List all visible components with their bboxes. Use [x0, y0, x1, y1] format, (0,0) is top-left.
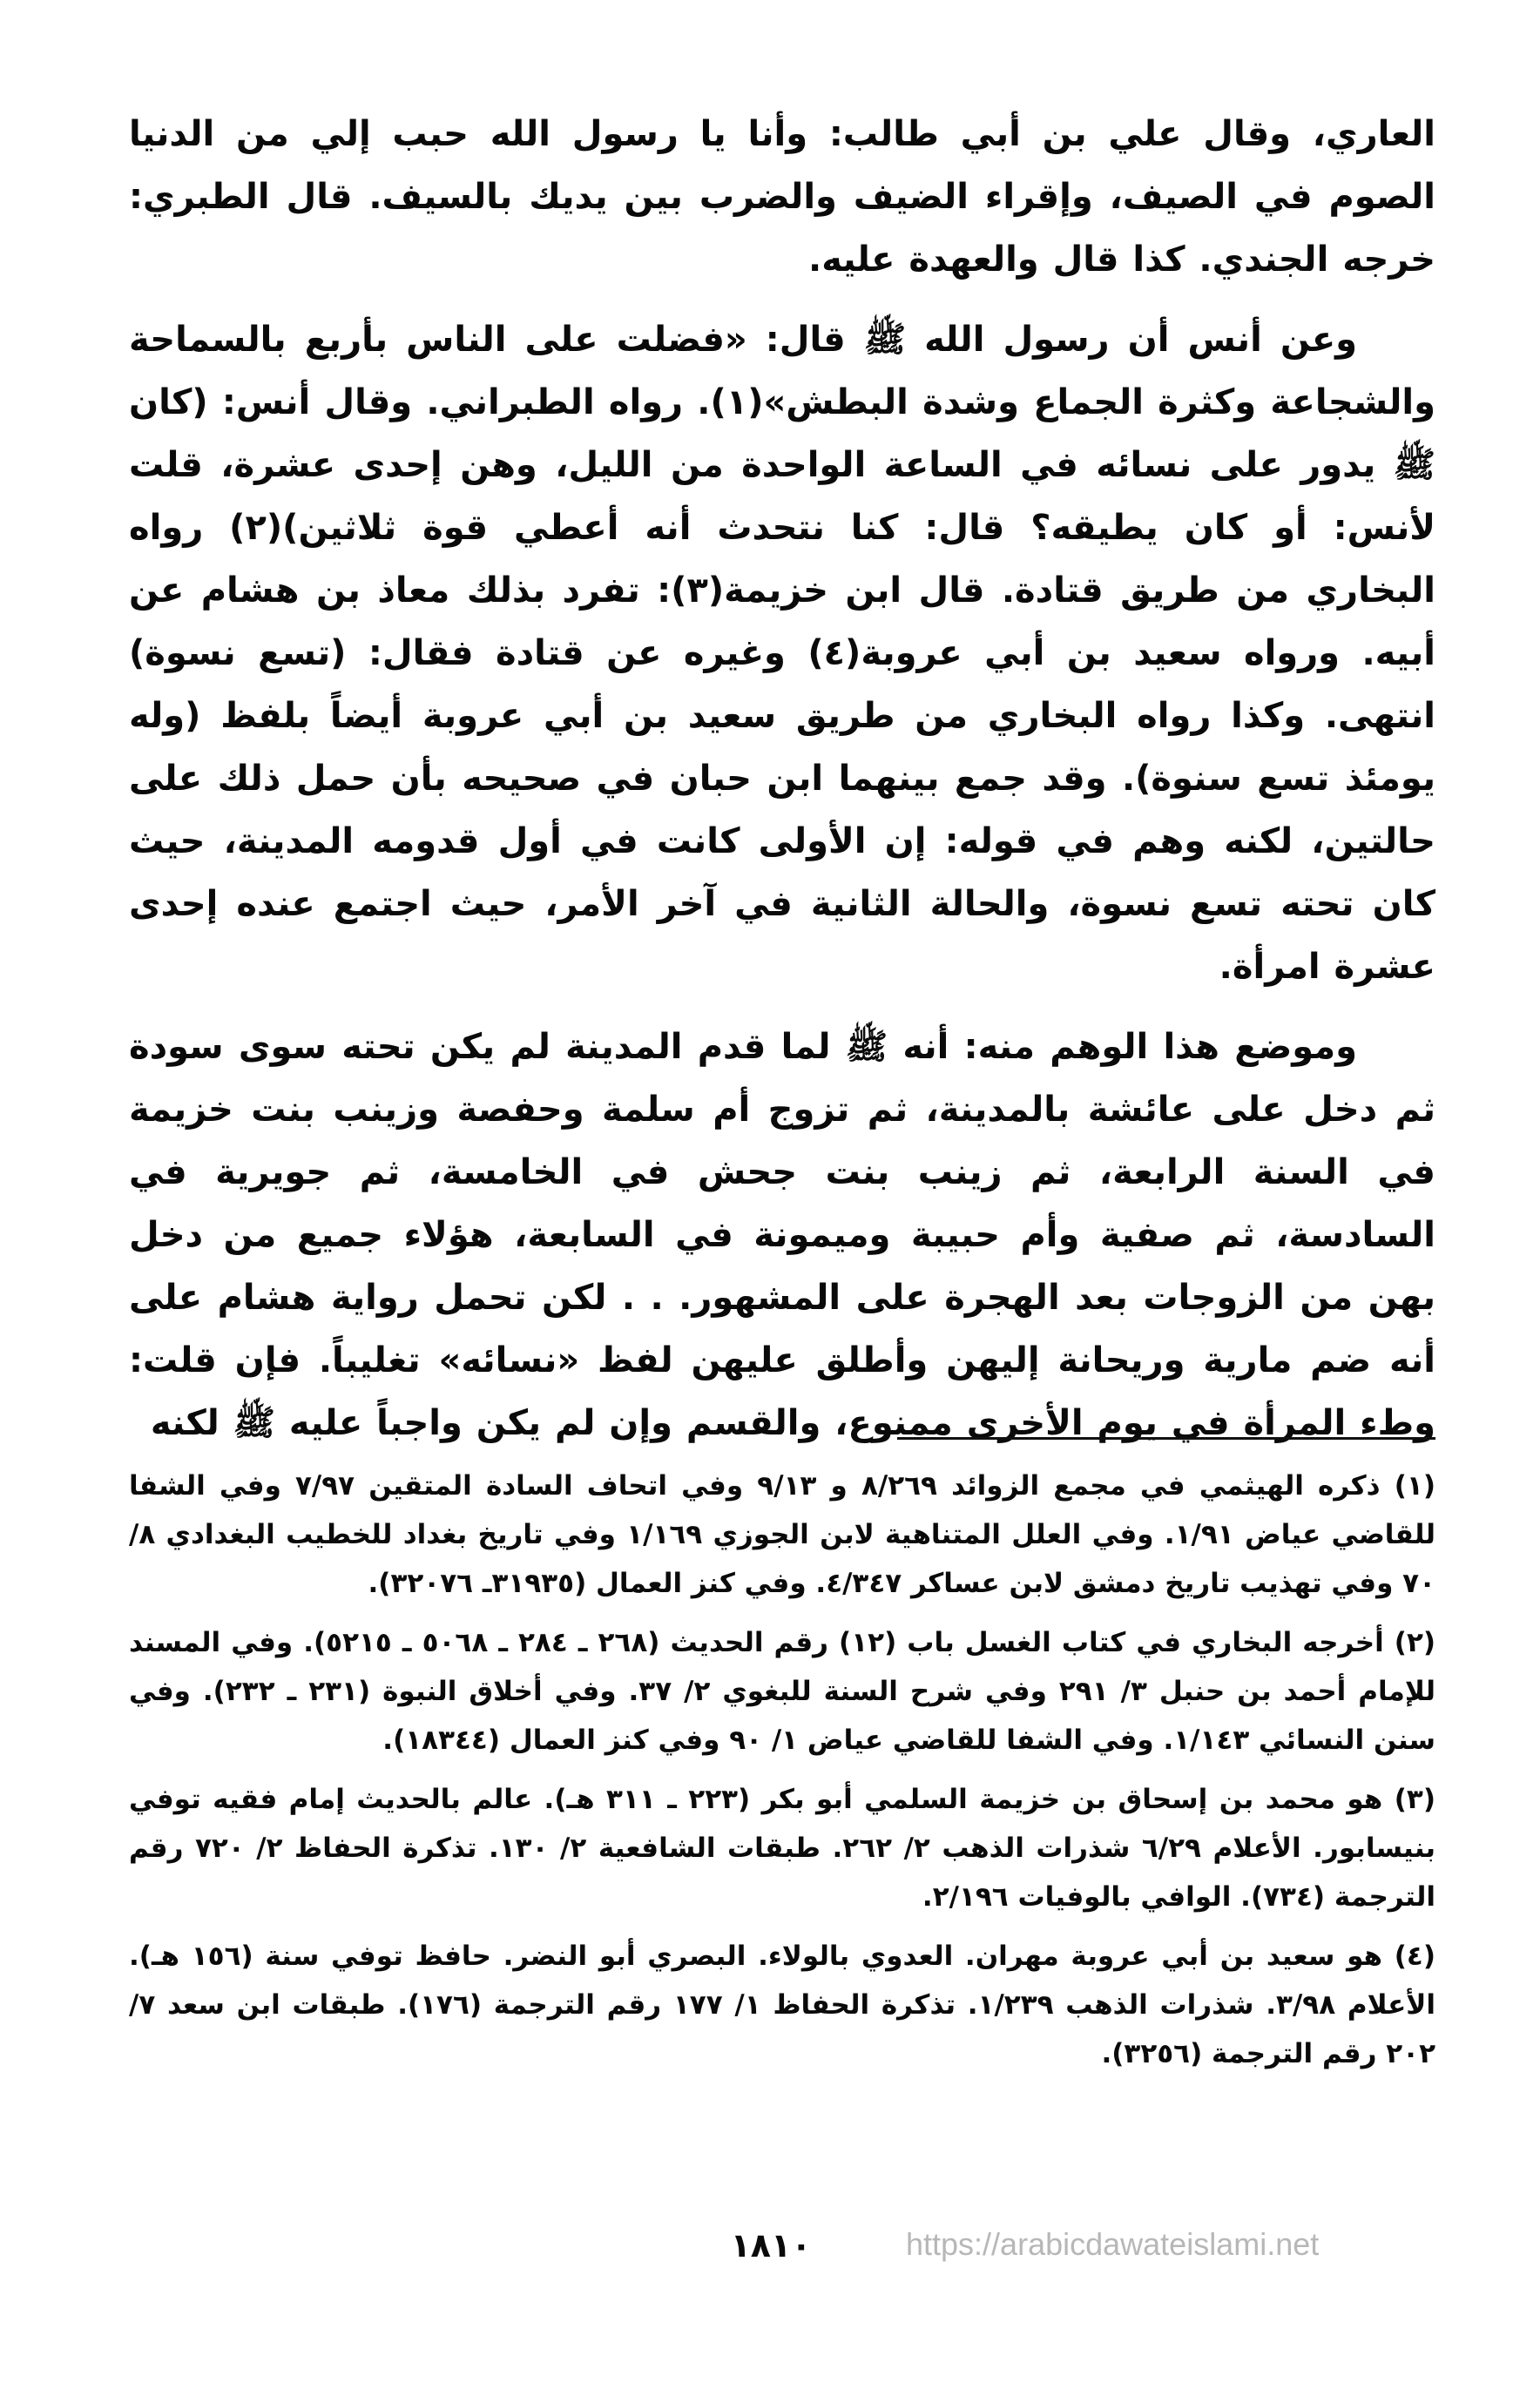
main-text: [129, 103, 1435, 1472]
footnotes: [129, 1461, 1435, 2089]
footnote-1: (١) ذكره الهيثمي في مجمع الزوائد ٨/٢٦٩ و ٩/١٣ وفي اتحاف السادة المتقين ٧/٩٧ وفي الشفا للقاضي عياض ١/٩١. وفي العلل المتناهية لابن الجوزي ١/١٦٩ وفي تاريخ بغداد للخطيب البغدادي ٨/ ٧٠ وفي تهذيب تاريخ دمشق لابن عساكر ٤/٣٤٧. وفي كنز العمال (٣١٩٣٥ـ ٣٢٠٧٦).: [129, 1470, 1436, 1599]
footnote-divider: [897, 1437, 1435, 1440]
paragraph-2: وعن أنس أن رسول الله ﷺ قال: «فضلت على الناس بأربع بالسماحة والشجاعة وكثرة الجماع وشدة البطش»(١). رواه الطبراني. وقال أنس: (كان ﷺ يدور على نسائه في الساعة الواحدة من الليل، وهن إحدى عشرة، قلت لأنس: أو كان يطيقه؟ قال: كنا نتحدث أنه أعطي قوة ثلاثين)(٢) رواه البخاري من طريق قتادة. قال ابن خزيمة(٣): تفرد بذلك معاذ بن هشام عن أبيه. ورواه سعيد بن أبي عروبة(٤) وغيره عن قتادة فقال: (تسع نسوة) انتهى. وكذا رواه البخاري من طريق سعيد بن أبي عروبة أيضاً بلفظ (وله يومئذ تسع سنوة). وقد جمع بينهما ابن حبان في صحيحه بأن حمل ذلك على حالتين، لكنه وهم في قوله: إن الأولى كانت في أول قدومه المدينة، حيث كان تحته تسع نسوة، والحالة الثانية في آخر الأمر، حيث اجتمع عنده إحدى عشرة امرأة.: [129, 320, 1436, 987]
footnote-3: (٣) هو محمد بن إسحاق بن خزيمة السلمي أبو بكر (٢٢٣ ـ ٣١١ هـ). عالم بالحديث إمام فقيه توفي بنيسابور. الأعلام ٦/٢٩ شذرات الذهب ٢/ ٢٦٢. طبقات الشافعية ٢/ ١٣٠. تذكرة الحفاظ ٢/ ٧٢٠ رقم الترجمة (٧٣٤). الوافي بالوفيات ٢/١٩٦.: [129, 1784, 1435, 1913]
paragraph-1: العاري، وقال علي بن أبي طالب: وأنا يا رسول الله حبب إلي من الدنيا الصوم في الصيف، وإقراء الضيف والضرب بين يديك بالسيف. قال الطبري: خرجه الجندي. كذا قال والعهدة عليه.: [129, 114, 1435, 280]
page-number: ١٨١٠: [730, 2226, 812, 2265]
footnote-4: (٤) هو سعيد بن أبي عروبة مهران. العدوي بالولاء. البصري أبو النضر. حافظ توفي سنة (١٥٦ هـ). الأعلام ٣/٩٨. شذرات الذهب ١/٢٣٩. تذكرة الحفاظ ١/ ١٧٧ رقم الترجمة (١٧٦). طبقات ابن سعد ٧/ ٢٠٢ رقم الترجمة (٣٢٥٦).: [129, 1941, 1436, 2069]
paragraph-3: وموضع هذا الوهم منه: أنه ﷺ لما قدم المدينة لم يكن تحته سوى سودة ثم دخل على عائشة بالمدينة، ثم تزوج أم سلمة وحفصة وزينب بنت خزيمة في السنة الرابعة، ثم زينب بنت جحش في الخامسة، ثم جويرية في السادسة، ثم صفية وأم حبيبة وميمونة في السابعة، هؤلاء جميع من دخل بهن من الزوجات بعد الهجرة على المشهور. . . لكن تحمل رواية هشام على أنه ضم مارية وريحانة إليهن وأطلق عليهن لفظ «نسائه» تغليباً. فإن قلت: وطء المرأة في يوم الأخرى ممنوع، والقسم وإن لم يكن واجباً عليه ﷺ لكنه: [129, 1027, 1435, 1443]
watermark-url: https://arabicdawateislami.net: [906, 2226, 1320, 2262]
footnote-2: (٢) أخرجه البخاري في كتاب الغسل باب (١٢) رقم الحديث (٢٦٨ ـ ٢٨٤ ـ ٥٠٦٨ ـ ٥٢١٥). وفي المسند للإمام أحمد بن حنبل ٣/ ٢٩١ وفي شرح السنة للبغوي ٢/ ٣٧. وفي أخلاق النبوة (٢٣١ ـ ٢٣٢). وفي سنن النسائي ١/١٤٣. وفي الشفا للقاضي عياض ١/ ٩٠ وفي كنز العمال (١٨٣٤٤).: [129, 1627, 1436, 1756]
